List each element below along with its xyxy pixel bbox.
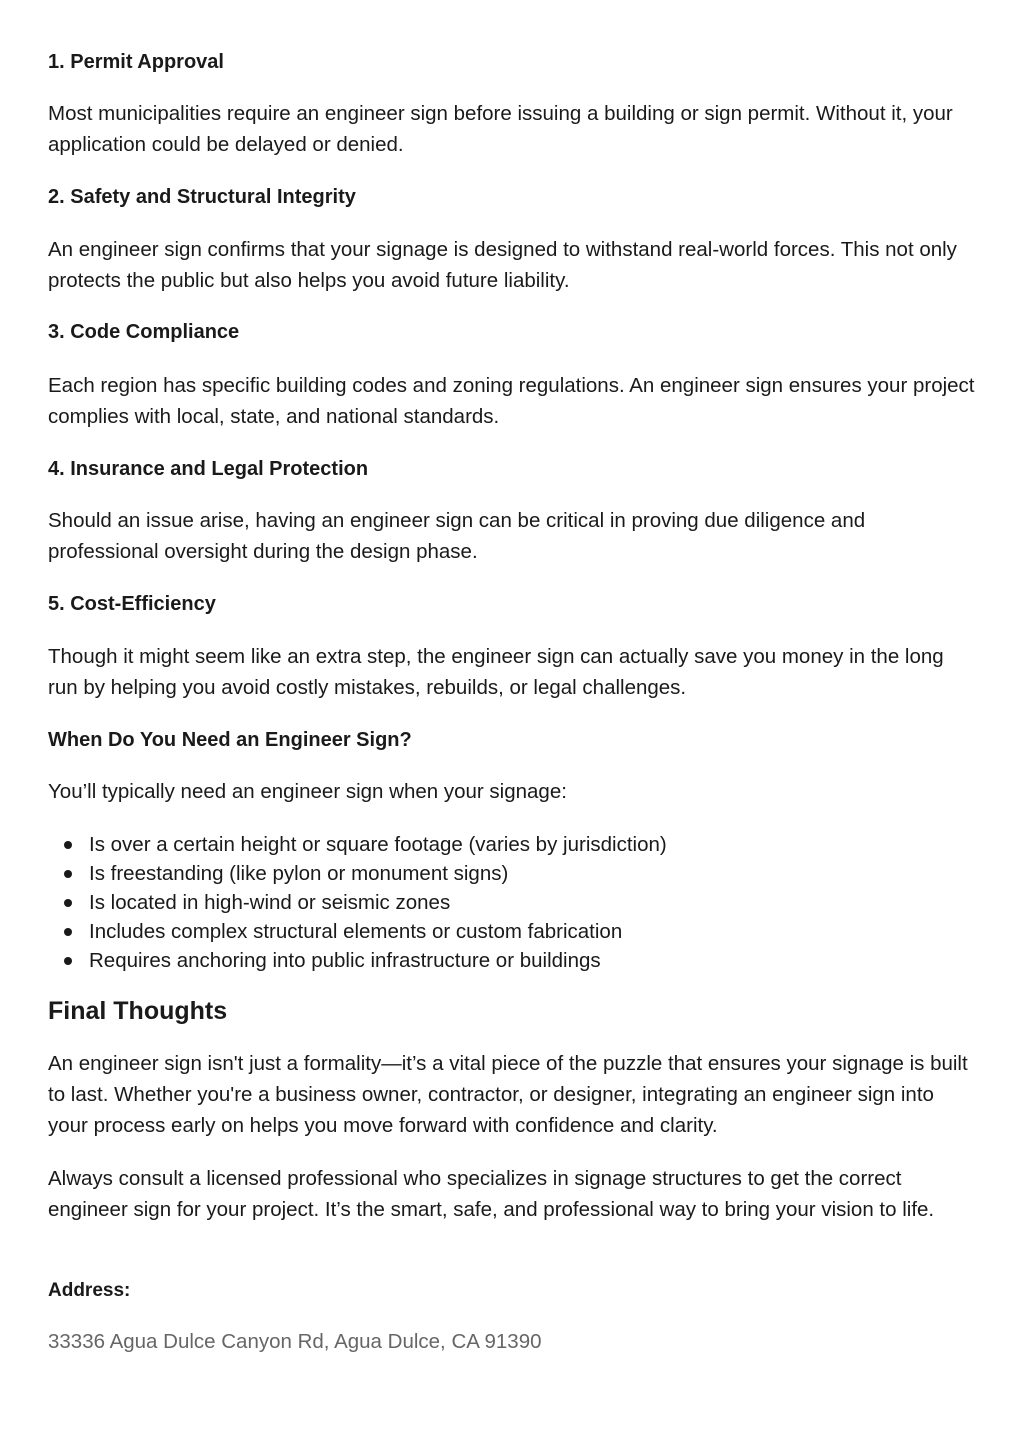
section-5-body: Though it might seem like an extra step, the engineer sign can actually save you money in the long run by helping you avoid costly mistakes, rebuilds, or legal challenges.: [48, 645, 944, 699]
address-value: 33336 Agua Dulce Canyon Rd, Agua Dulce, CA 91390: [48, 1330, 542, 1353]
section-4-body: Should an issue arise, having an engineer sign can be critical in proving due diligence and professional oversight during the design phase.: [48, 509, 866, 563]
section-4-heading: 4. Insurance and Legal Protection: [48, 458, 369, 480]
final-paragraph-2: Always consult a licensed professional who specializes in signage structures to get the correct engineer sign for your project. It’s the smart, safe, and professional way to bring your vision to life.: [48, 1167, 935, 1221]
section-2-heading: 2. Safety and Structural Integrity: [48, 186, 356, 208]
final-thoughts-heading: Final Thoughts: [48, 997, 228, 1025]
section-1-heading: 1. Permit Approval: [48, 51, 224, 73]
bullet-icon: [64, 928, 72, 936]
when-intro: You’ll typically need an engineer sign when your signage:: [48, 780, 567, 803]
section-1-body: Most municipalities require an engineer sign before issuing a building or sign permit. Without it, your application could be delayed or denied.: [48, 102, 953, 156]
list-item: Is located in high-wind or seismic zones: [48, 888, 978, 917]
bullet-icon: [64, 899, 72, 907]
list-item: Is over a certain height or square footage (varies by jurisdiction): [48, 830, 978, 859]
section-2-body: An engineer sign confirms that your signage is designed to withstand real-world forces. This not only protects the public but also helps you avoid future liability.: [48, 238, 957, 292]
list-item: Includes complex structural elements or custom fabrication: [48, 917, 978, 946]
address-label: Address:: [48, 1280, 131, 1301]
bullet-icon: [64, 870, 72, 878]
section-5-heading: 5. Cost-Efficiency: [48, 593, 216, 615]
section-3-heading: 3. Code Compliance: [48, 321, 240, 343]
final-paragraph-1: An engineer sign isn't just a formality—it’s a vital piece of the puzzle that ensures your signage is built to last. Whether you're a business owner, contractor, or designer, integrating an engineer sign into your process early on helps you move forward with confidence and clarity.: [48, 1052, 968, 1137]
section-3-body: Each region has specific building codes and zoning regulations. An engineer sign ensures your project complies with local, state, and national standards.: [48, 374, 975, 428]
requirements-list: [48, 830, 978, 975]
when-heading: When Do You Need an Engineer Sign?: [48, 729, 412, 751]
list-item: Is freestanding (like pylon or monument signs): [48, 859, 978, 888]
list-item: Requires anchoring into public infrastructure or buildings: [48, 946, 978, 975]
bullet-icon: [64, 957, 72, 965]
bullet-icon: [64, 841, 72, 849]
